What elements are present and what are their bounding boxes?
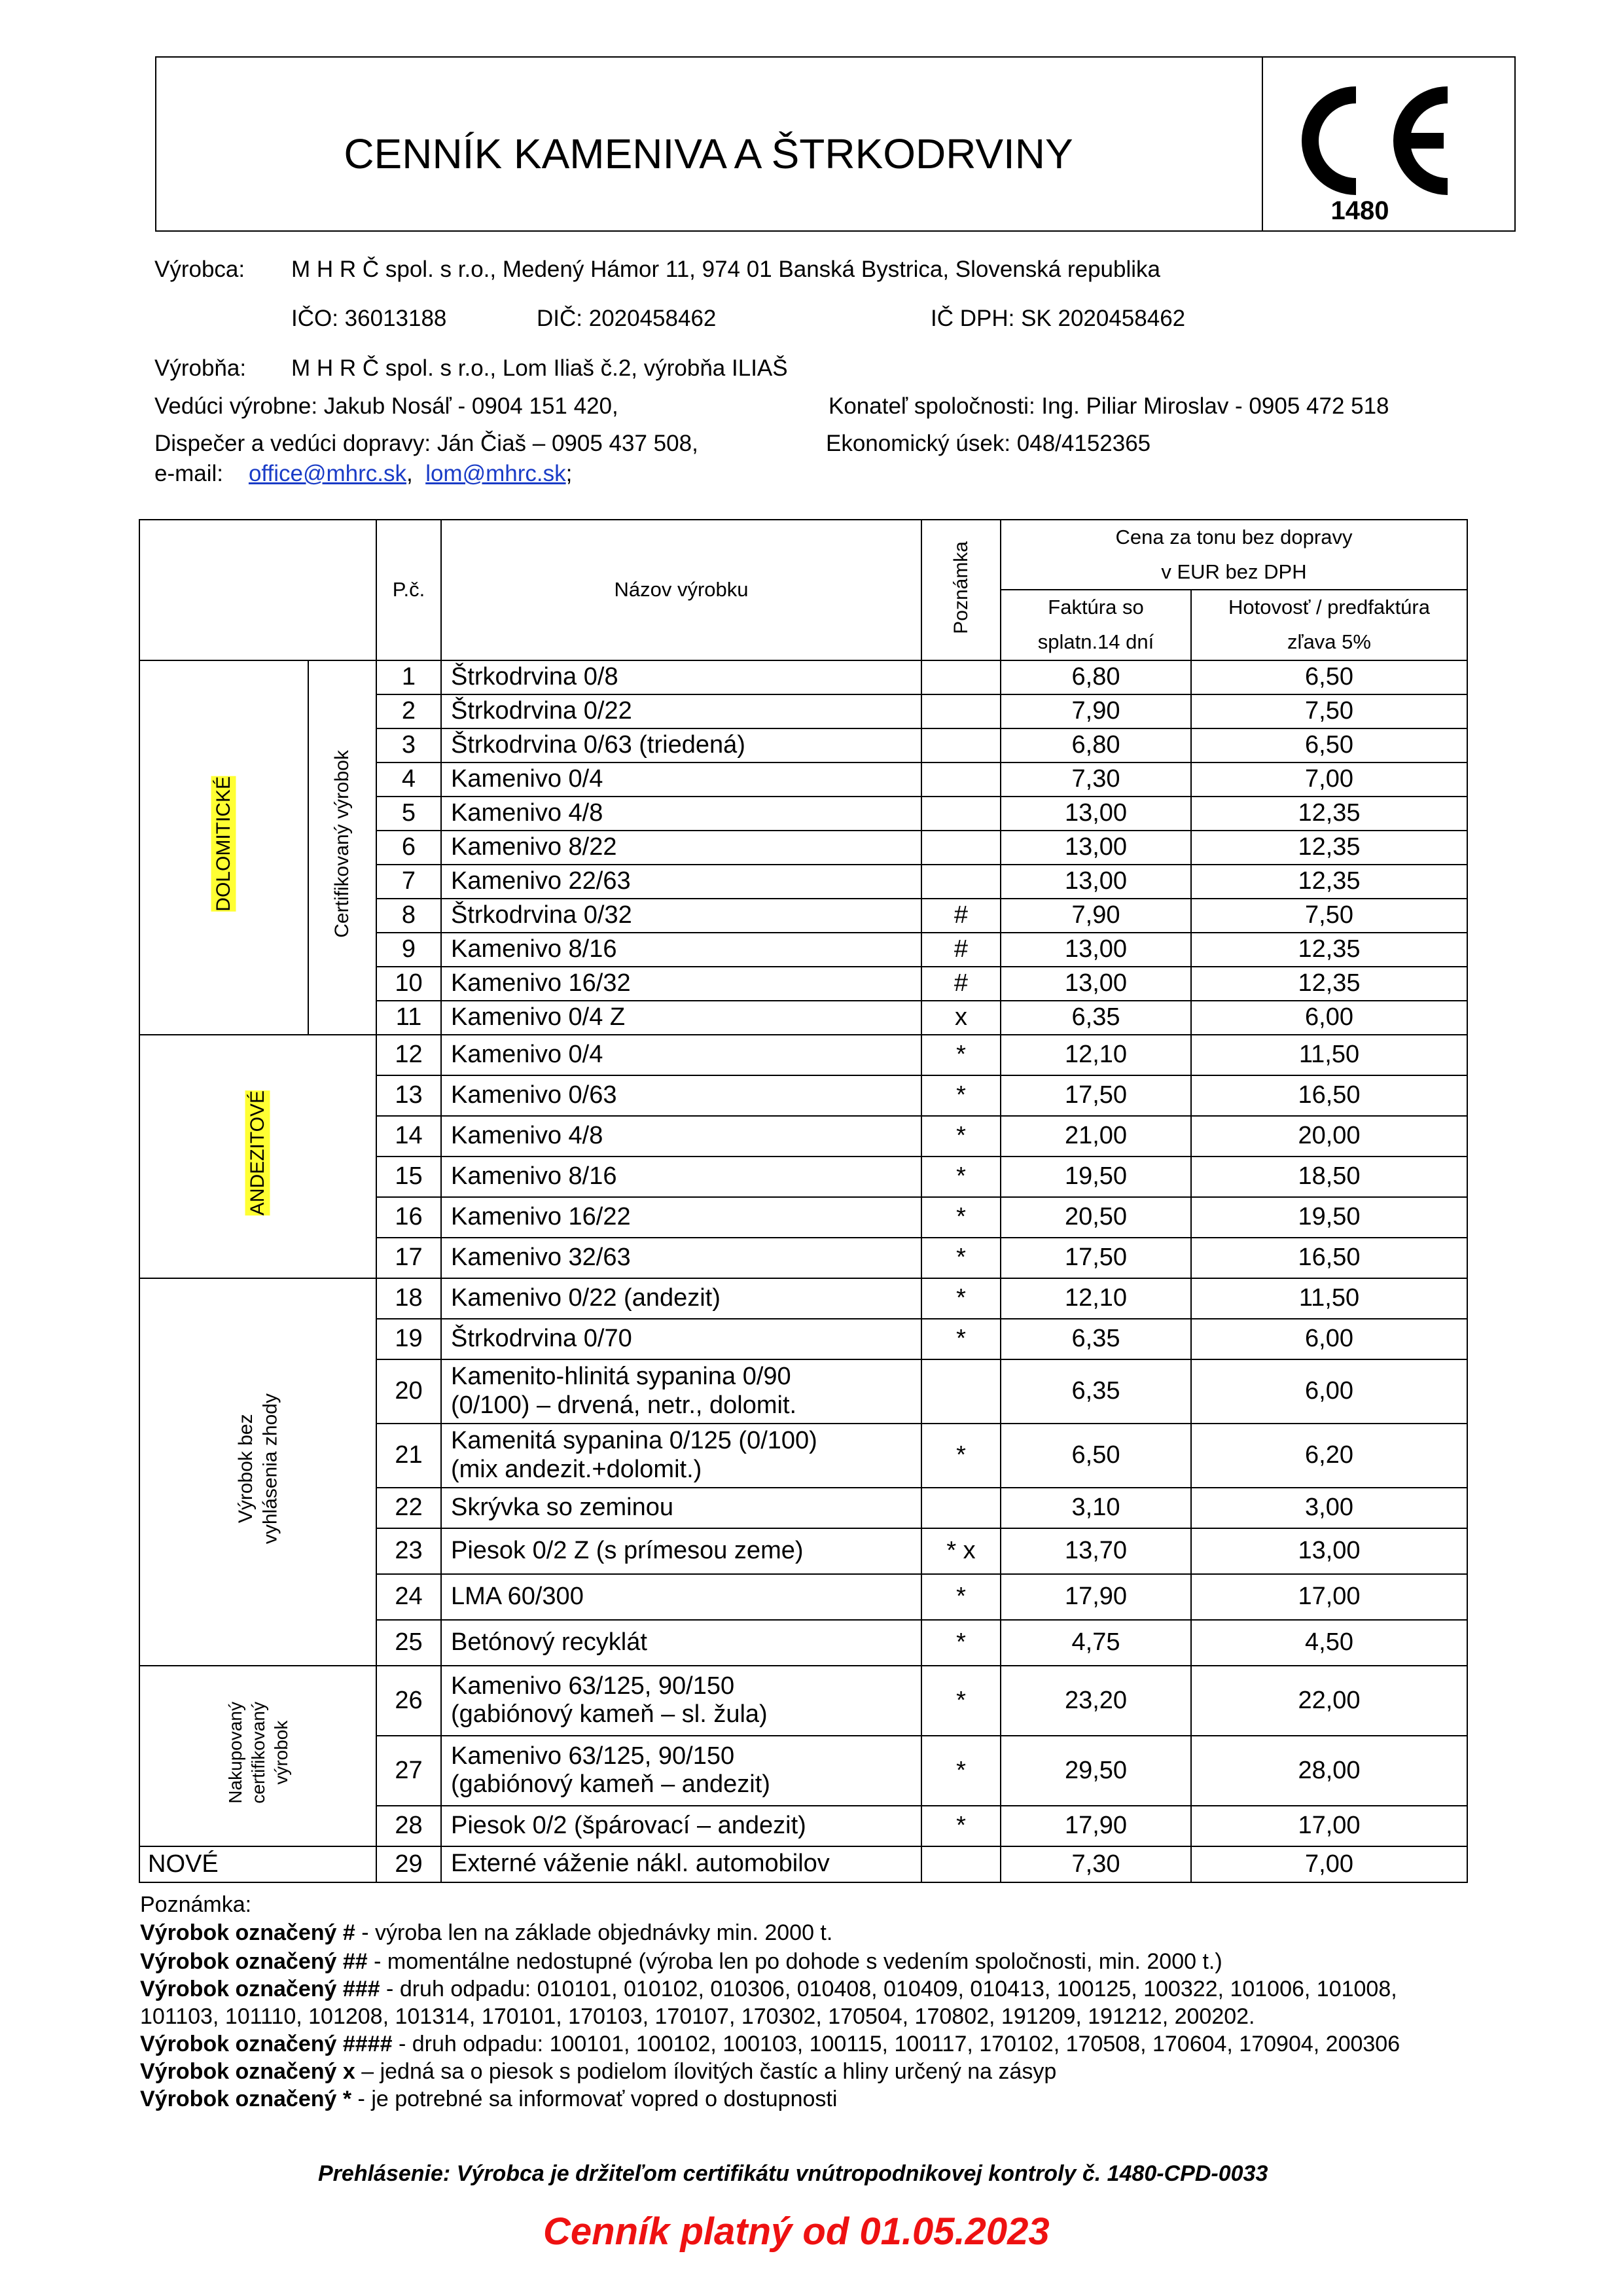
group-certified-label: Certifikovaný výrobok (331, 750, 353, 939)
price-invoice: 13,00 (1001, 967, 1191, 1001)
price-cash: 6,00 (1191, 1001, 1467, 1035)
price-invoice: 6,80 (1001, 728, 1191, 762)
price-cash: 6,00 (1191, 1359, 1467, 1424)
email-separator: , (406, 461, 413, 486)
group-purchased-label (224, 1702, 293, 1804)
price-cash: 6,50 (1191, 660, 1467, 694)
price-invoice: 13,00 (1001, 831, 1191, 865)
product-name: Kamenivo 16/22 (441, 1197, 921, 1238)
row-number: 19 (376, 1319, 441, 1359)
table-row (139, 1666, 1467, 1736)
product-name (441, 1359, 921, 1424)
price-cash: 12,35 (1191, 967, 1467, 1001)
row-number: 11 (376, 1001, 441, 1035)
product-name-line2: (mix andezit.+dolomit.) (451, 1455, 702, 1483)
group-no-declaration-line1: Výrobok bez (234, 1414, 257, 1524)
product-name-line1: Kamenitá sypanina 0/125 (0/100) (451, 1427, 817, 1455)
product-note: * (921, 1319, 1001, 1359)
price-invoice: 17,50 (1001, 1075, 1191, 1116)
price-invoice: 13,00 (1001, 933, 1191, 967)
product-note (921, 762, 1001, 797)
row-number: 9 (376, 933, 441, 967)
product-note: * (921, 1666, 1001, 1736)
product-note: * (921, 1197, 1001, 1238)
price-invoice: 12,10 (1001, 1035, 1191, 1075)
header-price-line2: v EUR bez DPH (1161, 560, 1307, 583)
price-invoice: 3,10 (1001, 1488, 1191, 1528)
note-text: - momentálne nedostupné (výroba len po dohode s vedením spoločnosti, min. 2000 t.) (367, 1949, 1222, 1974)
product-name: Skrývka so zeminou (441, 1488, 921, 1528)
header-price-line1: Cena za tonu bez dopravy (1115, 526, 1353, 548)
note-item (140, 1920, 832, 1946)
row-number: 25 (376, 1620, 441, 1666)
note-item (140, 2004, 1255, 2030)
header-note (921, 520, 1001, 660)
price-table (139, 519, 1468, 1883)
product-name: Kamenivo 32/63 (441, 1238, 921, 1278)
email-link-office[interactable]: office@mhrc.sk (248, 461, 406, 486)
price-table-body (139, 660, 1467, 1882)
note-text: - výroba len na základe objednávky min. 2000 t. (355, 1920, 833, 1945)
price-invoice: 7,30 (1001, 762, 1191, 797)
price-invoice: 6,35 (1001, 1319, 1191, 1359)
product-note (921, 1488, 1001, 1528)
price-cash: 13,00 (1191, 1528, 1467, 1574)
header-invoice (1001, 590, 1191, 660)
product-name: Kamenivo 0/63 (441, 1075, 921, 1116)
row-number: 18 (376, 1278, 441, 1319)
product-name-line2: (0/100) – drvená, netr., dolomit. (451, 1391, 797, 1419)
producer-label: Výrobca: (154, 257, 245, 282)
price-invoice: 17,90 (1001, 1806, 1191, 1846)
product-name: Kamenivo 0/22 (andezit) (441, 1278, 921, 1319)
row-number: 13 (376, 1075, 441, 1116)
page-title: CENNÍK KAMENIVA A ŠTRKODRVINY (344, 130, 1073, 177)
note-label: Výrobok označený ### (140, 1977, 380, 2001)
row-number: 3 (376, 728, 441, 762)
price-invoice: 17,50 (1001, 1238, 1191, 1278)
email-row (154, 461, 572, 487)
product-note: * (921, 1157, 1001, 1197)
price-cash: 7,00 (1191, 762, 1467, 797)
group-no-declaration-line2: vyhlásenia zhody (259, 1393, 281, 1544)
notes-heading: Poznámka: (140, 1892, 252, 1917)
product-note: * (921, 1035, 1001, 1075)
group-no-declaration (139, 1278, 376, 1666)
price-cash: 19,50 (1191, 1197, 1467, 1238)
note-label: Výrobok označený * (140, 2087, 352, 2111)
product-name-line1: Kamenivo 63/125, 90/150 (451, 1672, 735, 1700)
table-row (139, 1846, 1467, 1882)
price-cash: 16,50 (1191, 1238, 1467, 1278)
product-name: Kamenivo 22/63 (441, 865, 921, 899)
product-note (921, 865, 1001, 899)
header-invoice-line2: splatn.14 dní (1037, 630, 1154, 654)
product-name: Kamenivo 8/16 (441, 1157, 921, 1197)
note-label: Výrobok označený x (140, 2059, 355, 2084)
plant-label: Výrobňa: (154, 355, 247, 381)
dispatcher: Dispečer a vedúci dopravy: Ján Čiaš – 0905 437 508, (154, 431, 698, 456)
price-cash: 18,50 (1191, 1157, 1467, 1197)
note-text: - druh odpadu: 010101, 010102, 010306, 010408, 010409, 010413, 100125, 100322, 101006, 101008, (380, 1977, 1397, 2001)
header-invoice-line1: Faktúra so (1048, 596, 1144, 619)
group-dolomitic (139, 660, 308, 1035)
price-cash: 7,50 (1191, 899, 1467, 933)
table-row (139, 1035, 1467, 1075)
product-note (921, 660, 1001, 694)
price-invoice: 6,80 (1001, 660, 1191, 694)
product-name: Betónový recyklát (441, 1620, 921, 1666)
product-note (921, 831, 1001, 865)
price-cash: 16,50 (1191, 1075, 1467, 1116)
product-name: Kamenivo 0/4 (441, 1035, 921, 1075)
header-cash (1191, 590, 1467, 660)
product-note (921, 1846, 1001, 1882)
product-note: * (921, 1574, 1001, 1620)
product-note (921, 728, 1001, 762)
product-name: Kamenivo 4/8 (441, 797, 921, 831)
price-invoice: 19,50 (1001, 1157, 1191, 1197)
table-row (139, 1278, 1467, 1319)
product-note: # (921, 933, 1001, 967)
product-name-line2: (gabiónový kameň – sl. žula) (451, 1700, 768, 1729)
note-item (140, 1949, 1222, 1975)
row-number: 21 (376, 1424, 441, 1488)
product-name (441, 1424, 921, 1488)
note-item (140, 2087, 837, 2112)
row-number: 27 (376, 1736, 441, 1806)
price-cash: 12,35 (1191, 797, 1467, 831)
product-name-line1: Kamenito-hlinitá sypanina 0/90 (451, 1363, 791, 1391)
price-cash: 7,50 (1191, 694, 1467, 728)
valid-from: Cenník platný od 01.05.2023 (543, 2210, 1050, 2253)
row-number: 6 (376, 831, 441, 865)
price-cash: 3,00 (1191, 1488, 1467, 1528)
product-name: Štrkodrvina 0/22 (441, 694, 921, 728)
price-cash: 17,00 (1191, 1574, 1467, 1620)
price-invoice: 7,90 (1001, 899, 1191, 933)
product-name: Kamenivo 8/16 (441, 933, 921, 967)
price-cash: 4,50 (1191, 1620, 1467, 1666)
row-number: 20 (376, 1359, 441, 1424)
product-name: Kamenivo 4/8 (441, 1116, 921, 1157)
header-note-label: Poznámka (950, 541, 972, 634)
group-purchased-line3: výrobok (270, 1720, 291, 1785)
product-note: * (921, 1806, 1001, 1846)
product-note: x (921, 1001, 1001, 1035)
product-name: Štrkodrvina 0/63 (triedená) (441, 728, 921, 762)
note-label: Výrobok označený #### (140, 2032, 393, 2056)
price-cash: 12,35 (1191, 831, 1467, 865)
price-invoice: 6,35 (1001, 1001, 1191, 1035)
row-number: 16 (376, 1197, 441, 1238)
price-cash: 28,00 (1191, 1736, 1467, 1806)
price-cash: 11,50 (1191, 1278, 1467, 1319)
email-label: e-mail: (154, 461, 224, 486)
product-name: Piesok 0/2 (špárovací – andezit) (441, 1806, 921, 1846)
price-invoice: 7,30 (1001, 1846, 1191, 1882)
price-cash: 12,35 (1191, 865, 1467, 899)
price-cash: 7,00 (1191, 1846, 1467, 1882)
product-note: * (921, 1736, 1001, 1806)
note-label: Výrobok označený # (140, 1920, 355, 1945)
product-name: Štrkodrvina 0/8 (441, 660, 921, 694)
note-item (140, 2032, 1400, 2057)
product-name-line2: (gabiónový kameň – andezit) (451, 1770, 770, 1799)
price-cash: 22,00 (1191, 1666, 1467, 1736)
row-number: 28 (376, 1806, 441, 1846)
product-note (921, 797, 1001, 831)
note-item (140, 1977, 1397, 2002)
row-number: 8 (376, 899, 441, 933)
row-number: 1 (376, 660, 441, 694)
note-label: Výrobok označený ## (140, 1949, 368, 1974)
row-number: 26 (376, 1666, 441, 1736)
note-text: 101103, 101110, 101208, 101314, 170101, 170103, 170107, 170302, 170504, 170802, 191209, 191212, 200202. (140, 2004, 1255, 2029)
price-invoice: 21,00 (1001, 1116, 1191, 1157)
product-name: Kamenivo 0/4 (441, 762, 921, 797)
note-item (140, 2059, 1056, 2085)
row-number: 2 (376, 694, 441, 728)
price-invoice: 29,50 (1001, 1736, 1191, 1806)
price-cash: 6,20 (1191, 1424, 1467, 1488)
product-name (441, 1736, 921, 1806)
price-cash: 6,00 (1191, 1319, 1467, 1359)
plant-value: M H R Č spol. s r.o., Lom Iliaš č.2, výrobňa ILIAŠ (291, 355, 788, 381)
product-name: Štrkodrvina 0/32 (441, 899, 921, 933)
product-note (921, 694, 1001, 728)
group-purchased-line1: Nakupovaný (224, 1701, 245, 1804)
email-end: ; (565, 461, 573, 486)
producer-ico: IČO: 36013188 (291, 306, 447, 331)
group-purchased (139, 1666, 376, 1846)
product-name: Kamenivo 8/22 (441, 831, 921, 865)
product-name-line1: Kamenivo 63/125, 90/150 (451, 1742, 735, 1770)
price-invoice: 6,50 (1001, 1424, 1191, 1488)
price-cash: 6,50 (1191, 728, 1467, 762)
product-name: Externé váženie nákl. automobilov (441, 1846, 921, 1882)
price-invoice: 13,00 (1001, 865, 1191, 899)
price-cash: 17,00 (1191, 1806, 1467, 1846)
row-number: 24 (376, 1574, 441, 1620)
price-invoice: 6,35 (1001, 1359, 1191, 1424)
header-pc: P.č. (376, 520, 441, 660)
product-name: Kamenivo 0/4 Z (441, 1001, 921, 1035)
price-invoice: 7,90 (1001, 694, 1191, 728)
row-number: 12 (376, 1035, 441, 1075)
row-number: 15 (376, 1157, 441, 1197)
product-note (921, 1359, 1001, 1424)
header-cash-line2: zľava 5% (1287, 630, 1371, 654)
group-andesite (139, 1035, 376, 1278)
group-new: NOVÉ (139, 1846, 376, 1882)
header-blank (139, 520, 376, 660)
producer-icdph: IČ DPH: SK 2020458462 (931, 306, 1186, 331)
row-number: 17 (376, 1238, 441, 1278)
header-cash-line1: Hotovosť / predfaktúra (1228, 596, 1430, 619)
price-invoice: 20,50 (1001, 1197, 1191, 1238)
price-invoice: 12,10 (1001, 1278, 1191, 1319)
economics: Ekonomický úsek: 048/4152365 (826, 431, 1151, 456)
product-name: Piesok 0/2 Z (s prímesou zeme) (441, 1528, 921, 1574)
row-number: 7 (376, 865, 441, 899)
product-note: * (921, 1424, 1001, 1488)
email-link-lom[interactable]: lom@mhrc.sk (425, 461, 566, 486)
price-cash: 12,35 (1191, 933, 1467, 967)
price-invoice: 13,70 (1001, 1528, 1191, 1574)
group-certified (308, 660, 376, 1035)
header-price (1001, 520, 1467, 590)
row-number: 5 (376, 797, 441, 831)
product-note: * (921, 1620, 1001, 1666)
row-number: 23 (376, 1528, 441, 1574)
group-dolomitic-label: DOLOMITICKÉ (211, 776, 236, 912)
product-name: Štrkodrvina 0/70 (441, 1319, 921, 1359)
price-invoice: 17,90 (1001, 1574, 1191, 1620)
price-cash: 20,00 (1191, 1116, 1467, 1157)
price-invoice: 4,75 (1001, 1620, 1191, 1666)
executive: Konateľ spoločnosti: Ing. Piliar Miroslav - 0905 472 518 (829, 393, 1389, 419)
row-number: 14 (376, 1116, 441, 1157)
product-note: * (921, 1075, 1001, 1116)
group-no-declaration-label (234, 1393, 283, 1544)
group-purchased-line2: certifikovaný (247, 1701, 268, 1804)
product-name: LMA 60/300 (441, 1574, 921, 1620)
product-note: # (921, 967, 1001, 1001)
ce-number: 1480 (1330, 196, 1389, 225)
table-row (139, 660, 1467, 694)
row-number: 29 (376, 1846, 441, 1882)
product-note: * x (921, 1528, 1001, 1574)
note-text: – jedná sa o piesok s podielom ílovitých častíc a hliny určený na zásyp (355, 2059, 1057, 2084)
producer-dic: DIČ: 2020458462 (537, 306, 717, 331)
price-cash: 11,50 (1191, 1035, 1467, 1075)
header-name: Názov výrobku (441, 520, 921, 660)
row-number: 22 (376, 1488, 441, 1528)
producer-value: M H R Č spol. s r.o., Medený Hámor 11, 974 01 Banská Bystrica, Slovenská republika (291, 257, 1161, 282)
note-text: - je potrebné sa informovať vopred o dostupnosti (351, 2087, 838, 2111)
note-text: - druh odpadu: 100101, 100102, 100103, 100115, 100117, 170102, 170508, 170604, 170904, 200306 (392, 2032, 1400, 2056)
price-invoice: 23,20 (1001, 1666, 1191, 1736)
product-name: Kamenivo 16/32 (441, 967, 921, 1001)
declaration: Prehlásenie: Výrobca je držiteľom certifikátu vnútropodnikovej kontroly č. 1480-CPD-0033 (318, 2161, 1268, 2186)
ce-mark-icon (1276, 75, 1472, 206)
plant-manager: Vedúci výrobne: Jakub Nosáľ - 0904 151 420, (154, 393, 618, 419)
row-number: 4 (376, 762, 441, 797)
row-number: 10 (376, 967, 441, 1001)
product-note: * (921, 1278, 1001, 1319)
product-note: * (921, 1238, 1001, 1278)
product-note: # (921, 899, 1001, 933)
product-note: * (921, 1116, 1001, 1157)
group-andesite-label: ANDEZITOVÉ (245, 1090, 270, 1215)
product-name (441, 1666, 921, 1736)
price-invoice: 13,00 (1001, 797, 1191, 831)
